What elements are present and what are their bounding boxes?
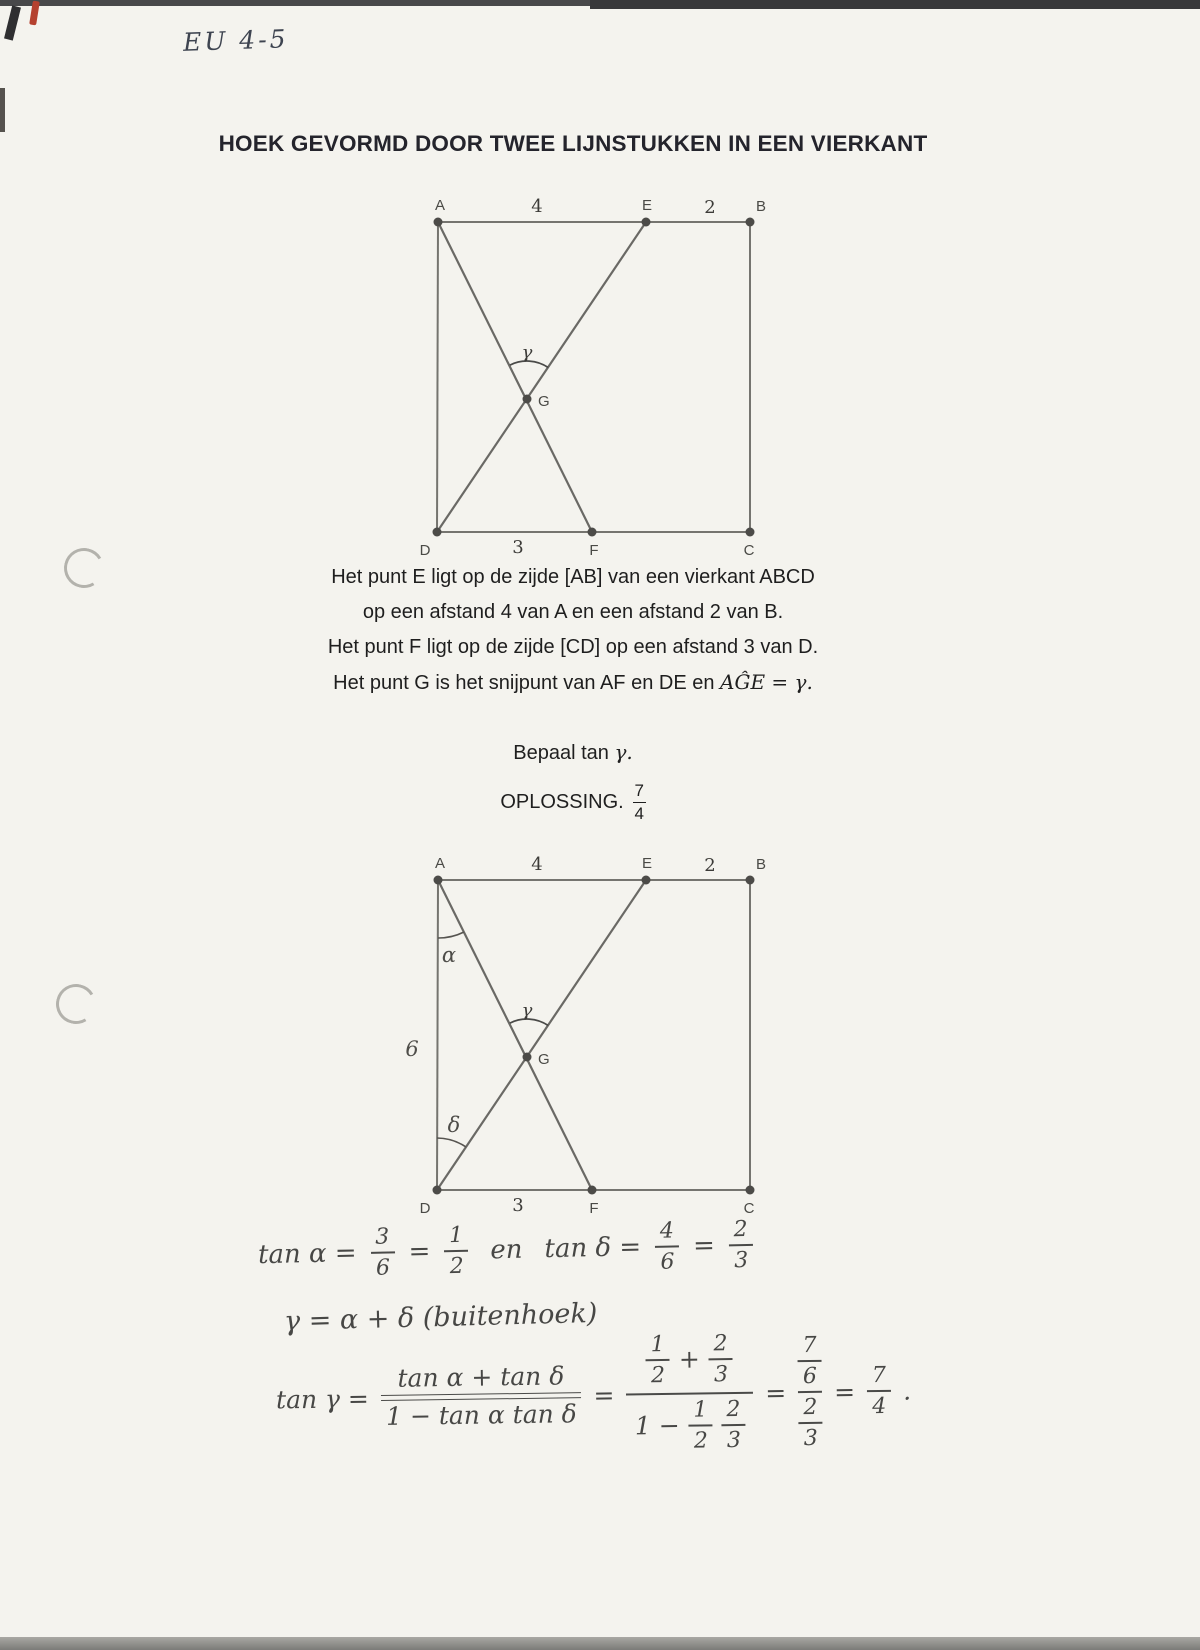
problem-line-1: Het punt E ligt op de zijde [AB] van een vierkant ABCD: [331, 566, 815, 588]
problem-line-3: Het punt F ligt op de zijde [CD] op een afstand 3 van D.: [327, 636, 819, 658]
solution-fraction-denominator: 4: [634, 803, 644, 823]
vertex-b-label: B: [755, 856, 767, 873]
solution-label: OPLOSSING.: [500, 790, 624, 813]
hw-fraction-1-2: [688, 1398, 713, 1455]
hw-big-fraction-formula: [380, 1362, 582, 1431]
point-f-dot: [588, 1186, 597, 1195]
fraction-numerator: [797, 1333, 822, 1390]
edge-ad-line: [437, 880, 438, 1190]
fraction-bar: [444, 1250, 468, 1253]
fraction-numerator: [637, 1330, 741, 1392]
fraction-denominator: 2: [650, 1363, 666, 1389]
angle-notation-math: AĜE = γ.: [720, 670, 813, 694]
fraction-bar: [626, 1392, 753, 1396]
fraction-denominator: [798, 1395, 823, 1452]
fraction-denominator: 6: [660, 1249, 675, 1275]
task-gamma: γ.: [614, 740, 633, 764]
fraction-denominator: 6: [375, 1255, 391, 1281]
segment-de-line: [437, 880, 646, 1190]
vertex-c-label: C: [743, 542, 755, 559]
fraction-numerator: 2: [733, 1216, 748, 1243]
angle-gamma-label: γ: [521, 1000, 533, 1021]
segment-de-line: [437, 222, 646, 532]
diagram-square-1: [380, 180, 800, 572]
hw-one-minus: 1 −: [634, 1410, 680, 1441]
vertex-c-label: C: [743, 1200, 755, 1217]
hw-fraction-1-2: [444, 1223, 469, 1280]
solution-fraction: [633, 782, 646, 823]
hw-big-fraction-values: [626, 1330, 755, 1458]
hw-fraction-2-3: [721, 1397, 746, 1454]
angle-alpha-arc: [438, 932, 464, 938]
fraction-numerator: tan α + tan δ: [397, 1361, 565, 1393]
vertex-a-dot: [434, 218, 443, 227]
hw-equals: =: [593, 1380, 615, 1410]
fraction-bar: [867, 1390, 891, 1392]
task-text: Bepaal tan: [513, 742, 609, 764]
length-eb-label: 2: [704, 197, 716, 218]
scan-edge-top-right: [590, 0, 1200, 9]
diagram-square-2: [380, 838, 800, 1230]
length-df-label: 3: [512, 1195, 524, 1216]
hw-equals: =: [833, 1377, 856, 1407]
fraction-bar: [798, 1360, 822, 1362]
hw-equals: =: [692, 1230, 716, 1262]
vertex-d-label: D: [419, 1200, 431, 1217]
fraction-bar: [722, 1424, 746, 1426]
length-eb-label: 2: [704, 855, 716, 876]
fraction-denominator: 2: [693, 1428, 709, 1454]
vertex-b-dot: [746, 218, 755, 227]
angle-delta-arc: [437, 1138, 466, 1147]
hw-tan-gamma: tan γ =: [275, 1383, 370, 1415]
hw-tan-delta: tan δ =: [544, 1232, 642, 1265]
fraction-bar: [371, 1251, 395, 1254]
fraction-denominator: 3: [713, 1362, 729, 1388]
solution-fraction-numerator: 7: [634, 781, 644, 800]
vertex-a-dot: [434, 876, 443, 885]
fraction-bar: [633, 802, 646, 803]
vertex-a-label: A: [434, 855, 446, 872]
problem-line-4-text: Het punt G is het snijpunt van AF en DE en: [333, 672, 715, 694]
fraction-numerator: 1: [693, 1397, 708, 1423]
angle-delta-label: δ: [447, 1113, 461, 1137]
fraction-numerator: 7: [871, 1363, 887, 1389]
fraction-numerator: 1: [448, 1222, 464, 1249]
fraction-denominator: 3: [803, 1426, 818, 1452]
side-ad-length-label: 6: [405, 1037, 419, 1061]
hw-double-decker-fraction: [797, 1333, 823, 1452]
fraction-numerator: 7: [802, 1332, 817, 1359]
fraction-denominator: 4: [872, 1394, 887, 1420]
fraction-denominator: 2: [449, 1253, 464, 1280]
fraction-numerator: 2: [713, 1331, 728, 1357]
point-g-dot: [523, 1053, 532, 1062]
hw-en: en: [490, 1234, 523, 1266]
angle-alpha-label: α: [441, 943, 457, 967]
fraction-numerator: 2: [726, 1397, 741, 1423]
problem-line-2: op een afstand 4 van A en een afstand 2 van B.: [362, 601, 784, 623]
fraction-bar: [646, 1359, 670, 1361]
hw-fraction-3-6: [370, 1224, 395, 1281]
hw-equals: =: [408, 1236, 431, 1268]
fraction-numerator: 2: [803, 1395, 818, 1421]
problem-statement: [0, 560, 1146, 701]
fraction-bar: [799, 1422, 823, 1424]
vertex-c-dot: [746, 528, 755, 537]
vertex-a-label: A: [434, 197, 446, 214]
hw-period: .: [902, 1376, 912, 1406]
vertex-c-dot: [746, 1186, 755, 1195]
vertex-b-label: B: [755, 198, 767, 215]
edge-ad-line: [437, 222, 438, 532]
corner-note: EU 4-5: [182, 24, 290, 57]
hw-result-fraction-7-4: [867, 1363, 892, 1420]
handwritten-line-3: [275, 1328, 912, 1463]
segment-af-line: [438, 222, 592, 532]
problem-line-4: [0, 665, 1146, 701]
vertex-b-dot: [746, 876, 755, 885]
fraction-numerator: 3: [375, 1224, 390, 1250]
point-f-dot: [588, 528, 597, 537]
point-e-label: E: [641, 855, 653, 872]
hw-fraction-4-6: [655, 1218, 680, 1275]
vertex-d-dot: [433, 528, 442, 537]
point-e-dot: [642, 876, 651, 885]
scan-smudge-mark: [4, 5, 21, 40]
fraction-bar: [729, 1244, 753, 1247]
fraction-denominator: 1 − tan α tan δ: [385, 1399, 577, 1432]
hole-punch-mark-2: [52, 980, 100, 1028]
hw-plus: +: [678, 1344, 701, 1374]
handwritten-line-2: γ = α + δ (buitenhoek): [283, 1297, 598, 1338]
point-g-label: G: [538, 1051, 550, 1068]
fraction-bar: [709, 1358, 733, 1360]
fraction-denominator: 3: [733, 1248, 749, 1274]
task-line: [0, 740, 1146, 765]
fraction-bar: [655, 1245, 679, 1248]
length-df-label: 3: [512, 537, 524, 558]
fraction-numerator: 1: [650, 1332, 665, 1358]
length-ae-label: 4: [531, 854, 543, 875]
point-e-label: E: [641, 197, 653, 214]
hw-tan-alpha: tan α =: [257, 1238, 357, 1271]
point-g-dot: [523, 395, 532, 404]
scan-edge-bottom: [0, 1637, 1200, 1650]
point-g-label: G: [538, 393, 550, 410]
fraction-denominator: 3: [726, 1428, 742, 1454]
vertex-d-label: D: [419, 542, 431, 559]
fraction-bar: [689, 1425, 713, 1427]
hw-fraction-2-3: [728, 1217, 753, 1274]
fraction-denominator: 6: [802, 1363, 818, 1390]
solution-row: [0, 782, 1146, 823]
fraction-numerator: 4: [659, 1218, 675, 1244]
point-e-dot: [642, 218, 651, 227]
fraction-bar: [798, 1391, 822, 1393]
hw-fraction-1-2: [645, 1332, 670, 1389]
length-ae-label: 4: [531, 196, 543, 217]
angle-gamma-label: γ: [521, 342, 533, 363]
page-title: HOEK GEVORMD DOOR TWEE LIJNSTUKKEN IN EEN VIERKANT: [218, 131, 928, 156]
vertex-d-dot: [433, 1186, 442, 1195]
point-f-label: F: [589, 1200, 599, 1217]
scan-edge-sliver: [0, 88, 5, 132]
fraction-denominator: [626, 1396, 754, 1458]
handwritten-line-1: [257, 1217, 753, 1284]
hw-fraction-2-3: [708, 1331, 733, 1388]
point-f-label: F: [589, 542, 599, 559]
hw-equals: =: [765, 1377, 787, 1408]
